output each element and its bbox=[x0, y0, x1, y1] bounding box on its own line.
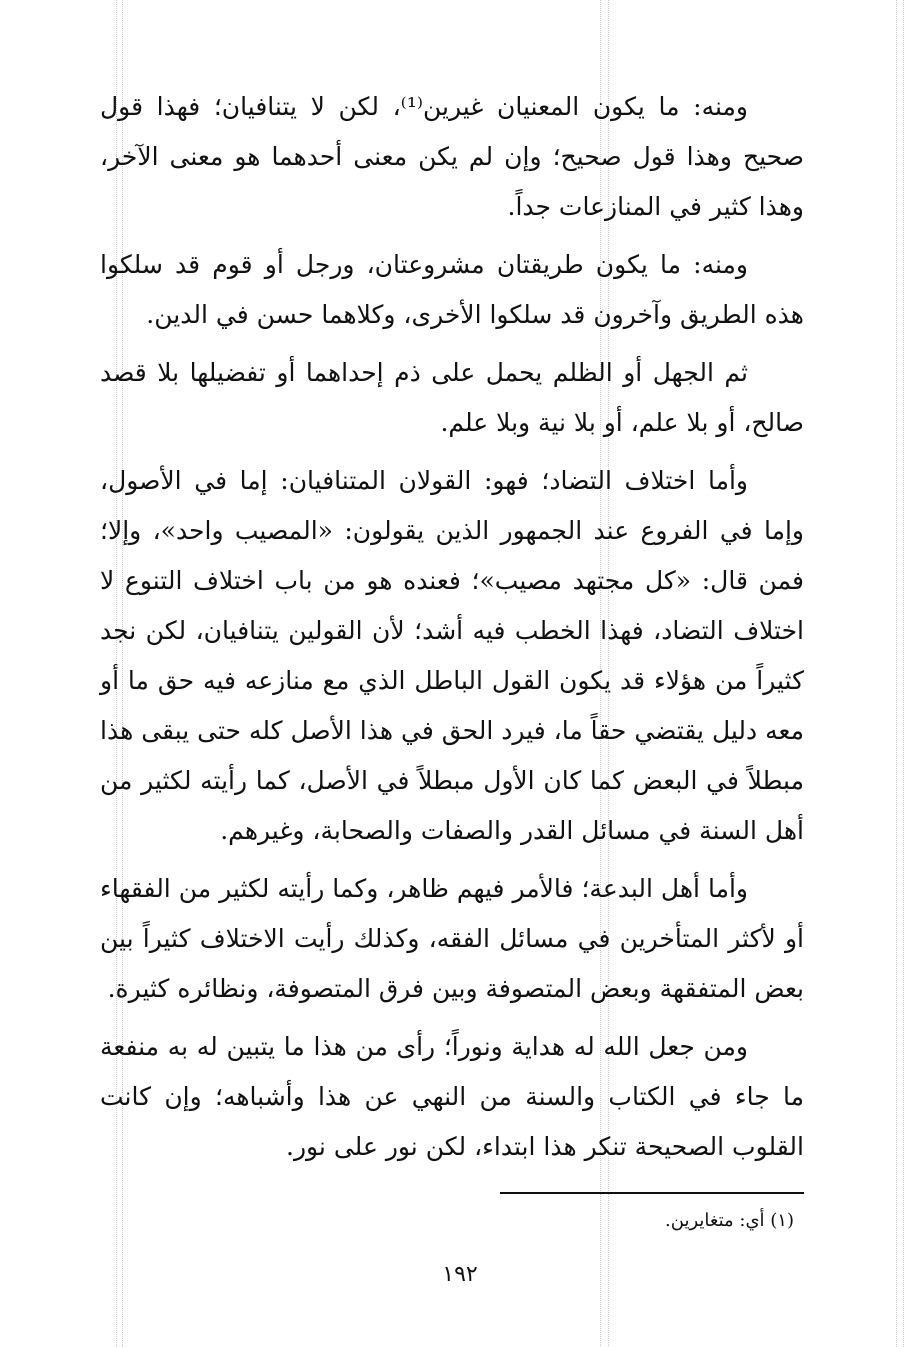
paragraph: وأما اختلاف التضاد؛ فهو: القولان المتنافيان: إما في الأصول، وإما في الفروع عند الجمهور الذين يقولون: «المصيب واحد»، وإلا؛ فمن قال: «كل مجتهد مصيب»؛ فعنده هو من باب اختلاف التنوع لا اختلاف التضاد، فهذا الخطب فيه أشد؛ لأن القولين يتنافيان، لكن نجد كثيراً من هؤلاء قد يكون القول الباطل الذي مع منازعه فيه حق ما أو معه دليل يقتضي حقاً ما، فيرد الحق في هذا الأصل كله حتى يبقى هذا مبطلاً في البعض كما كان الأول مبطلاً في الأصل، كما رأيته لكثير من أهل السنة في مسائل القدر والصفات والصحابة، وغيرهم. bbox=[100, 466, 804, 845]
main-text bbox=[100, 82, 804, 1180]
paragraph: ومنه: ما يكون المعنيان غيرين⁽¹⁾، لكن لا يتنافيان؛ فهذا قول صحيح وهذا قول صحيح؛ وإن لم يكن معنى أحدهما هو معنى الآخر، وهذا كثير في المنازعات جداً. bbox=[100, 92, 804, 221]
paragraph: ثم الجهل أو الظلم يحمل على ذم إحداهما أو تفضيلها بلا قصد صالح، أو بلا علم، أو بلا نية وبلا علم. bbox=[100, 358, 804, 437]
paragraph: ومن جعل الله له هداية ونوراً؛ رأى من هذا ما يتبين له به منفعة ما جاء في الكتاب والسنة من النهي عن هذا وأشباهه؛ وإن كانت القلوب الصحيحة تنكر هذا ابتداء، لكن نور على نور. bbox=[100, 1032, 804, 1161]
page-number: ١٩٢ bbox=[442, 1262, 478, 1287]
footnote-divider bbox=[500, 1192, 804, 1194]
footnote: (١) أي: متغايرين. bbox=[665, 1210, 794, 1231]
paragraph: وأما أهل البدعة؛ فالأمر فيهم ظاهر، وكما رأيته لكثير من الفقهاء أو لأكثر المتأخرين في مسائل الفقه، وكذلك رأيت الاختلاف كثيراً بين بعض المتفقهة وبعض المتصوفة وبين فرق المتصوفة، ونظائره كثيرة. bbox=[100, 874, 804, 1003]
paragraph: ومنه: ما يكون طريقتان مشروعتان، ورجل أو قوم قد سلكوا هذه الطريق وآخرون قد سلكوا الأخرى، وكلاهما حسن في الدين. bbox=[100, 250, 804, 329]
scan-guide-line bbox=[896, 0, 897, 1347]
scan-guide-line bbox=[903, 0, 904, 1347]
